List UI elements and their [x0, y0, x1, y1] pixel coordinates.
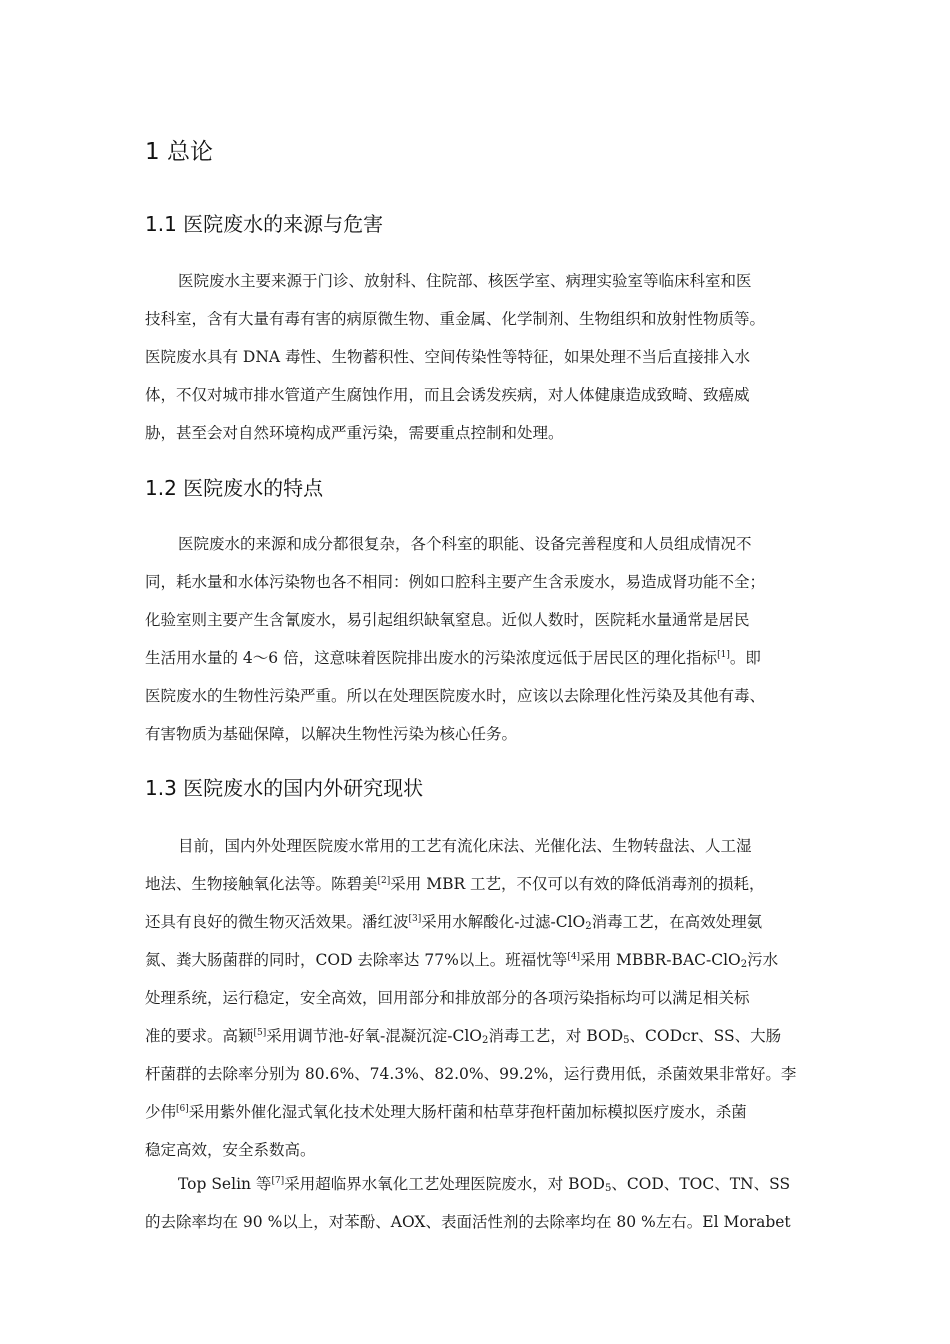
paragraph-line	[145, 941, 805, 979]
paragraph-line: 医院废水的来源和成分都很复杂，各个科室的职能、设备完善程度和人员组成情况不	[178, 535, 752, 553]
paragraph-line: 技科室，含有大量有毒有害的病原微生物、重金属、化学制剂、生物组织和放射性物质等。	[145, 310, 766, 328]
paragraph-1-2	[145, 525, 805, 753]
text-run: 、CODcr、SS、大肠	[629, 1027, 782, 1045]
paragraph-line: 医院废水主要来源于门诊、放射科、住院部、核医学室、病理实验室等临床科室和医	[178, 272, 752, 290]
text-run: 采用 MBBR-BAC-ClO	[580, 951, 741, 969]
paragraph-line	[145, 865, 805, 903]
paragraph-line: 医院废水具有 DNA 毒性、生物蓄积性、空间传染性等特征，如果处理不当后直接排入水	[145, 348, 751, 366]
text-run: 采用紫外催化湿式氧化技术处理大肠杆菌和枯草芽孢杆菌加标模拟医疗废水，杀菌	[188, 1103, 747, 1121]
paragraph-line	[145, 1017, 805, 1055]
citation-ref[interactable]: [3]	[408, 914, 422, 924]
paragraph-line: 化验室则主要产生含氰废水，易引起组织缺氧窒息。近似人数时，医院耗水量通常是居民	[145, 611, 750, 629]
text-run: 采用 MBR 工艺，不仅可以有效的降低消毒剂的损耗，	[390, 875, 765, 893]
subscript: 5	[604, 1183, 612, 1194]
paragraph-line	[145, 1165, 805, 1203]
citation-ref[interactable]: [1]	[717, 650, 730, 660]
text-run: 采用超临界水氧化工艺处理医院废水，对 BOD	[284, 1175, 605, 1193]
text-run: 采用水解酸化-过滤-ClO	[421, 913, 586, 931]
citation-ref[interactable]: [6]	[176, 1104, 189, 1114]
subscript: 2	[482, 1035, 489, 1046]
text-run: 少伟	[145, 1103, 177, 1121]
text-run: 地法、生物接触氧化法等。陈碧美	[145, 875, 378, 893]
citation-ref[interactable]: [5]	[253, 1028, 267, 1038]
paragraph-line: 有害物质为基础保障，以解决生物性污染为核心任务。	[145, 725, 518, 743]
paragraph-line: 目前，国内外处理医院废水常用的工艺有流化床法、光催化法、生物转盘法、人工湿	[178, 837, 752, 855]
text-run: 还具有良好的微生物灭活效果。潘红波	[145, 913, 409, 931]
chapter-title: 1 总论	[145, 139, 213, 165]
citation-ref[interactable]: [2]	[377, 876, 391, 886]
paragraph-line: 胁，甚至会对自然环境构成严重污染，需要重点控制和处理。	[145, 424, 564, 442]
text-run: 准的要求。高颖	[145, 1027, 254, 1045]
citation-ref[interactable]: [7]	[271, 1176, 285, 1186]
text-run: 消毒工艺，对 BOD	[488, 1027, 624, 1045]
paragraph-line: 医院废水的生物性污染严重。所以在处理医院废水时，应该以去除理化性污染及其他有毒、	[145, 687, 766, 705]
text-run: 氮、粪大肠菌群的同时，COD 去除率达 77%以上。班福忱等	[145, 951, 568, 969]
text-run: 、COD、TOC、TN、SS	[611, 1175, 791, 1193]
paragraph-line: 稳定高效，安全系数高。	[145, 1141, 316, 1159]
subscript: 5	[623, 1035, 630, 1046]
text-run: 。即	[729, 649, 761, 667]
paragraph-line: 同，耗水量和水体污染物也各不相同：例如口腔科主要产生含汞废水，易造成肾功能不全；	[145, 573, 766, 591]
paragraph-line	[145, 639, 805, 677]
paragraph-line: 体，不仅对城市排水管道产生腐蚀作用，而且会诱发疾病，对人体健康造成致畸、致癌威	[145, 386, 750, 404]
text-run: Top Selin 等	[178, 1175, 272, 1193]
paragraph-line: 处理系统，运行稳定，安全高效，回用部分和排放部分的各项污染指标均可以满足相关标	[145, 989, 750, 1007]
section-heading-1-1: 1.1 医院废水的来源与危害	[145, 212, 384, 236]
subscript: 2	[585, 921, 592, 932]
paragraph-1-3-b	[145, 1165, 805, 1241]
paragraph-1-3-a	[145, 827, 805, 1169]
text-run: 生活用水量的 4～6 倍，这意味着医院排出废水的污染浓度远低于居民区的理化指标	[145, 649, 718, 667]
section-heading-1-3: 1.3 医院废水的国内外研究现状	[145, 776, 424, 800]
paragraph-line	[145, 903, 805, 941]
subscript: 2	[740, 959, 748, 970]
citation-ref[interactable]: [4]	[567, 952, 581, 962]
text-run: 采用调节池-好氧-混凝沉淀-ClO	[266, 1027, 483, 1045]
paragraph-line: 的去除率均在 90 %以上，对苯酚、AOX、表面活性剂的去除率均在 80 %左右。El Morabet	[145, 1213, 791, 1231]
section-heading-1-2: 1.2 医院废水的特点	[145, 476, 324, 500]
paragraph-line	[145, 1093, 805, 1131]
text-run: 消毒工艺，在高效处理氨	[591, 913, 763, 931]
paragraph-1-1	[145, 262, 805, 452]
paragraph-line: 杆菌群的去除率分别为 80.6%、74.3%、82.0%、99.2%，运行费用低，杀菌效果非常好。李	[145, 1065, 797, 1083]
text-run: 污水	[747, 951, 779, 969]
